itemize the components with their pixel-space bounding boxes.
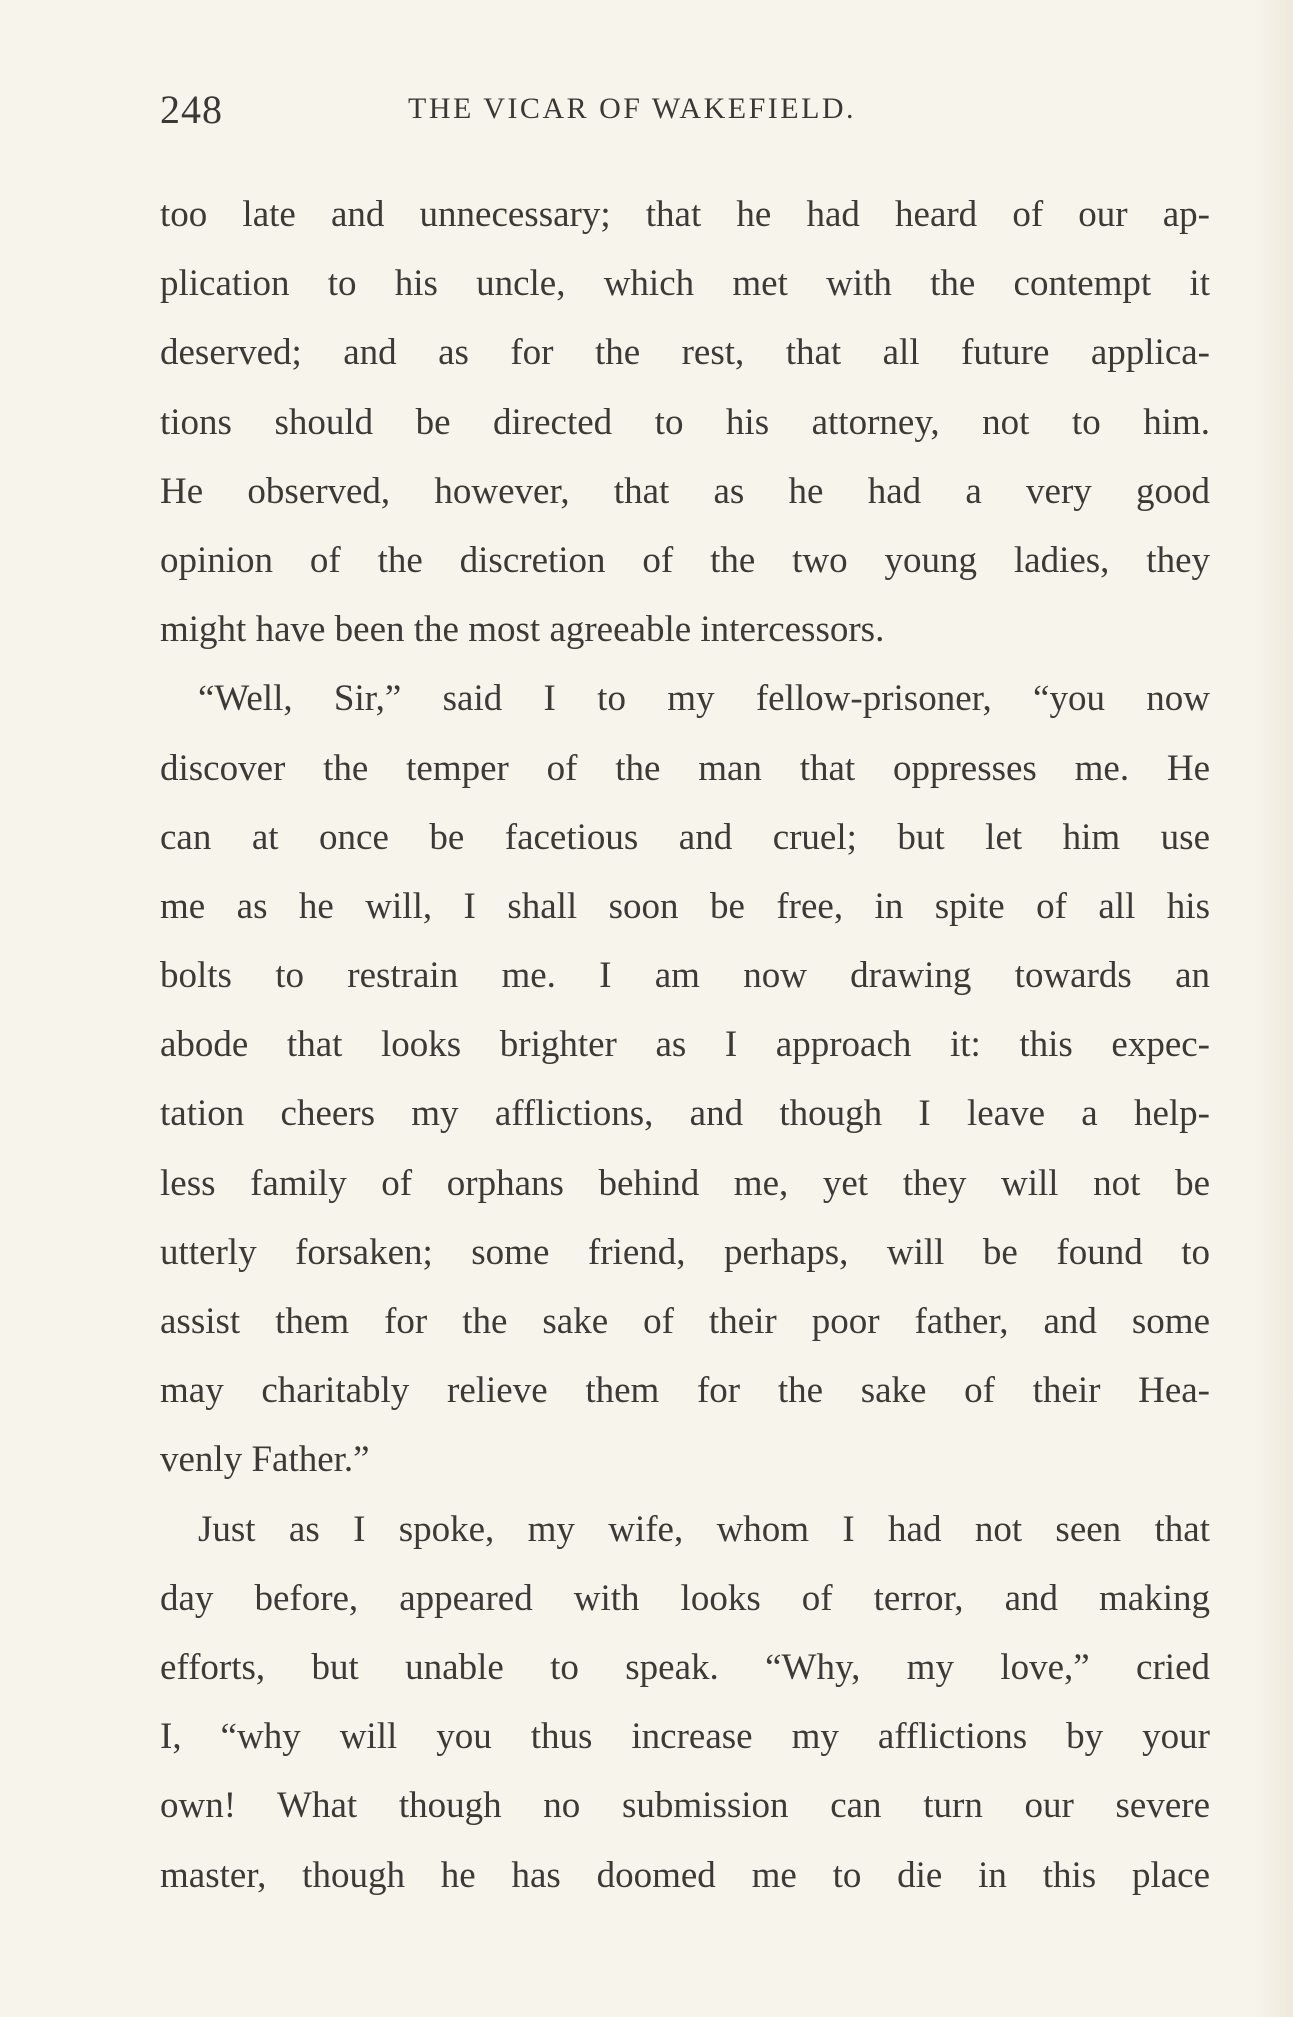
text-line: assist them for the sake of their poor father, and some bbox=[160, 1301, 1210, 1342]
text-line: me as he will, I shall soon be free, in spite of all his bbox=[160, 885, 1210, 927]
text-line: may charitably relieve them for the sake of their Hea- bbox=[160, 1370, 1210, 1412]
text-line: opinion of the discretion of the two young ladies, they bbox=[160, 539, 1210, 581]
text-line: can at once be facetious and cruel; but let him use bbox=[160, 816, 1210, 858]
text-line: venly Father.” bbox=[160, 1439, 370, 1481]
page-header bbox=[160, 86, 1210, 146]
text-line: tation cheers my afflictions, and though I leave a help- bbox=[160, 1093, 1210, 1135]
page-edge-shadow bbox=[1253, 0, 1293, 2017]
text-line: own! What though no submission can turn our severe bbox=[160, 1785, 1210, 1827]
text-line: He observed, however, that as he had a very good bbox=[160, 470, 1210, 512]
running-title: THE VICAR OF WAKEFIELD. bbox=[408, 92, 857, 125]
text-line: utterly forsaken; some friend, perhaps, will be found to bbox=[160, 1231, 1210, 1273]
text-line: might have been the most agreeable intercessors. bbox=[160, 609, 885, 651]
text-line: master, though he has doomed me to die in this place bbox=[160, 1854, 1210, 1896]
body-text bbox=[160, 180, 1210, 1910]
text-line: deserved; and as for the rest, that all future applica- bbox=[160, 332, 1210, 374]
text-line: efforts, but unable to speak. “Why, my love,” cried bbox=[160, 1646, 1210, 1688]
text-line: abode that looks brighter as I approach it: this expec- bbox=[160, 1024, 1210, 1066]
text-line: less family of orphans behind me, yet they will not be bbox=[160, 1162, 1210, 1204]
text-line: bolts to restrain me. I am now drawing towards an bbox=[160, 955, 1210, 997]
text-line: plication to his uncle, which met with the contempt it bbox=[160, 263, 1210, 305]
text-line: day before, appeared with looks of terror, and making bbox=[160, 1577, 1210, 1619]
text-line: Just as I spoke, my wife, whom I had not seen that bbox=[198, 1508, 1210, 1550]
text-line: too late and unnecessary; that he had heard of our ap- bbox=[160, 194, 1210, 235]
text-line: discover the temper of the man that oppresses me. He bbox=[160, 747, 1210, 789]
text-line: I, “why will you thus increase my afflictions by your bbox=[160, 1716, 1210, 1758]
page-number: 248 bbox=[160, 87, 223, 132]
text-line: tions should be directed to his attorney, not to him. bbox=[160, 401, 1210, 443]
text-line: “Well, Sir,” said I to my fellow-prisoner, “you now bbox=[198, 678, 1210, 720]
